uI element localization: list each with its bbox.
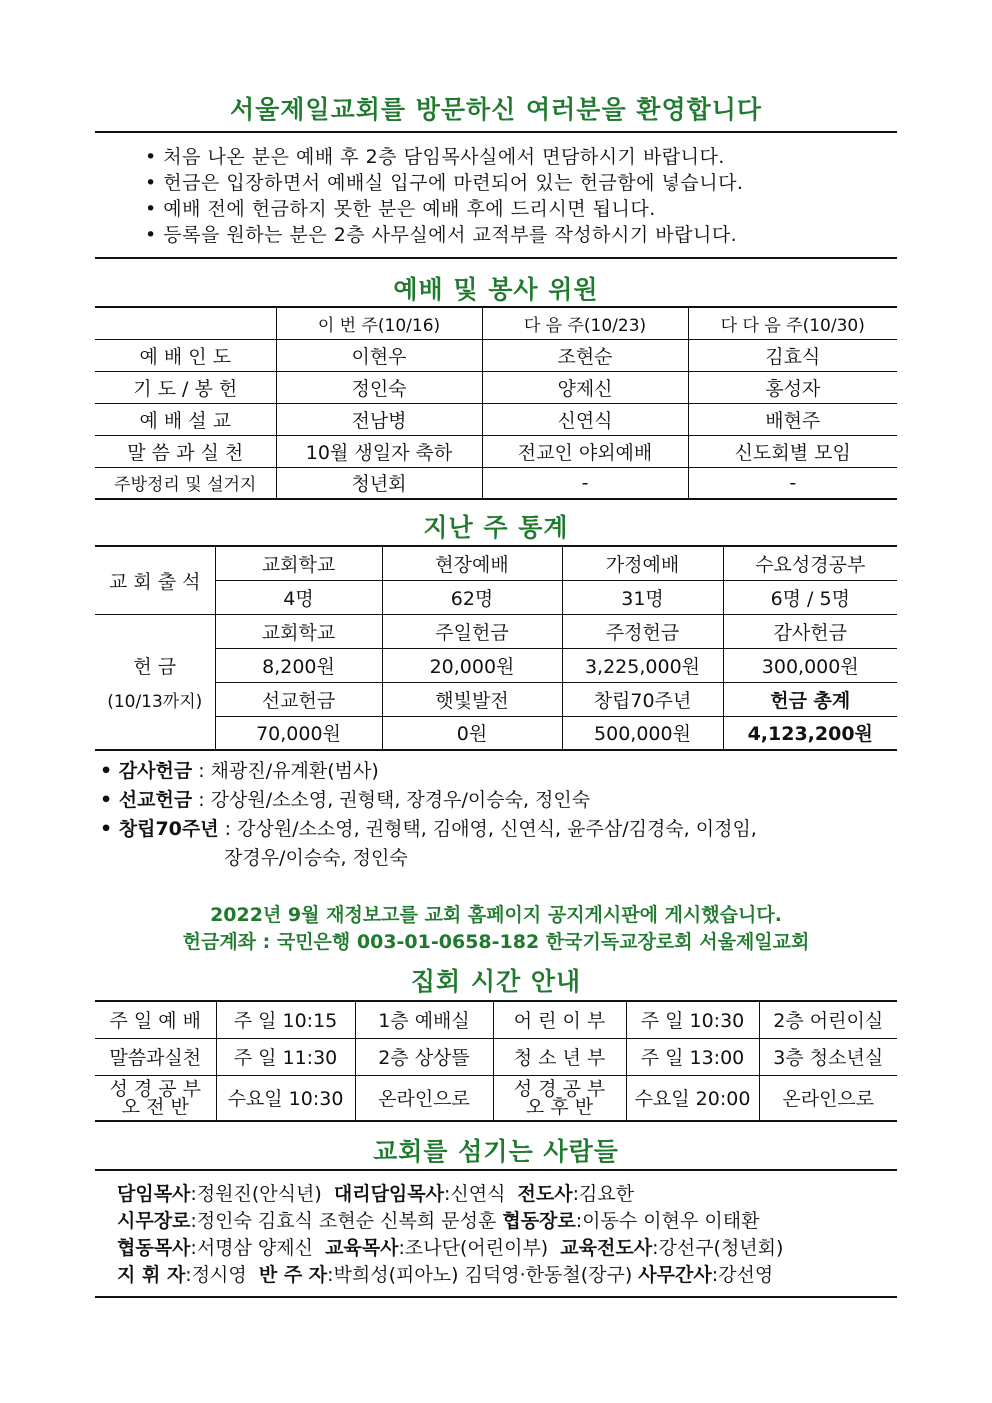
staff-names: :박희성(피아노) 김덕영·한동철(장구) <box>327 1264 639 1286</box>
meeting-time: 수요일 10:30 <box>216 1075 355 1121</box>
note-label: • 선교헌금 <box>100 789 193 811</box>
service-cell: 정인숙 <box>276 371 482 403</box>
stats-value-cell: 31명 <box>562 580 723 614</box>
service-header-cell: 다 음 주(10/23) <box>482 307 688 339</box>
service-role: 기 도 / 봉 헌 <box>95 371 276 403</box>
service-title: 예배 및 봉사 위원 <box>393 275 599 304</box>
meeting-place: 2층 어린이실 <box>759 1001 897 1038</box>
stats-value-cell: 300,000원 <box>723 648 897 682</box>
staff-names: :강선구(청년회) <box>652 1237 784 1259</box>
service-role: 말 씀 과 실 천 <box>95 435 276 467</box>
stats-value-cell: 20,000원 <box>382 648 562 682</box>
stats-header-cell: 주일헌금 <box>382 614 562 648</box>
total-offering-value: 4,123,200원 <box>723 716 897 750</box>
service-cell: 신도회별 모임 <box>688 435 897 467</box>
stats-header-cell: 가정예배 <box>562 546 723 580</box>
staff-names: :조나단(어린이부) <box>398 1237 561 1259</box>
stats-header-cell: 햇빛발전 <box>382 682 562 716</box>
stats-header-cell: 선교헌금 <box>215 682 382 716</box>
meeting-place: 2층 상상뜰 <box>355 1038 493 1075</box>
table-row <box>95 339 897 371</box>
welcome-item: • 처음 나온 분은 예배 후 2층 담임목사실에서 면담하시기 바랍니다. <box>145 146 725 168</box>
staff-role: 담임목사 <box>117 1183 191 1205</box>
announce-account: 헌금계좌 : 국민은행 003-01-0658-182 한국기독교장로회 서울제일교회 <box>182 931 810 953</box>
offering-notes <box>100 757 900 873</box>
staff-names: :김요한 <box>572 1183 635 1205</box>
staff-role: 지 휘 자 <box>117 1264 186 1286</box>
offering-label-cell <box>95 614 215 750</box>
meeting-name-multiline <box>493 1075 626 1121</box>
welcome-item: • 등록을 원하는 분은 2층 사무실에서 교적부를 작성하시기 바랍니다. <box>145 224 738 246</box>
staff-box <box>95 1169 897 1298</box>
service-cell: 배현주 <box>688 403 897 435</box>
service-role: 예 배 인 도 <box>95 339 276 371</box>
staff-names: :정원진(안식년) <box>190 1183 334 1205</box>
service-header-cell <box>95 307 276 339</box>
staff-role: 반 주 자 <box>258 1264 328 1286</box>
meeting-time: 주 일 10:30 <box>626 1001 759 1038</box>
stats-header-cell: 교회학교 <box>215 614 382 648</box>
stats-value-cell: 8,200원 <box>215 648 382 682</box>
stats-table <box>95 545 897 751</box>
service-cell: 조현순 <box>482 339 688 371</box>
stats-header-cell: 창립70주년 <box>562 682 723 716</box>
stats-value-cell: 0원 <box>382 716 562 750</box>
service-cell: 홍성자 <box>688 371 897 403</box>
staff-line <box>95 1208 897 1235</box>
stats-value-cell: 62명 <box>382 580 562 614</box>
staff-role: 시무장로 <box>117 1210 191 1232</box>
welcome-title: 서울제일교회를 방문하신 여러분을 환영합니다 <box>229 95 763 124</box>
meeting-place: 온라인으로 <box>759 1075 897 1121</box>
meeting-time: 주 일 11:30 <box>216 1038 355 1075</box>
stats-value-cell: 6명 / 5명 <box>723 580 897 614</box>
attendance-label: 교 회 출 석 <box>95 546 215 614</box>
staff-role: 교육목사 <box>325 1237 399 1259</box>
table-row <box>95 1075 897 1121</box>
stats-header-cell: 현장예배 <box>382 546 562 580</box>
staff-names: :강선영 <box>711 1264 774 1286</box>
meeting-name: 주 일 예 배 <box>95 1001 216 1038</box>
staff-role: 전도사 <box>517 1183 573 1205</box>
service-role: 예 배 설 교 <box>95 403 276 435</box>
table-row <box>95 403 897 435</box>
note-text: : 강상원/소소영, 권형택, 장경우/이승숙, 정인숙 <box>192 789 591 811</box>
staff-names: :서명삼 양제신 <box>190 1237 326 1259</box>
note-text: : 채광진/유계환(범사) <box>192 760 379 782</box>
meeting-time: 주 일 10:15 <box>216 1001 355 1038</box>
staff-role: 교육전도사 <box>560 1237 653 1259</box>
meeting-name-line2: 오 전 반 <box>121 1095 189 1118</box>
staff-role: 사무간사 <box>638 1264 712 1286</box>
stats-title: 지난 주 통계 <box>423 513 569 542</box>
meeting-time: 주 일 13:00 <box>626 1038 759 1075</box>
note-line <box>100 757 900 786</box>
stats-value-cell: 4명 <box>215 580 382 614</box>
staff-line <box>95 1235 897 1262</box>
meeting-name-line1: 성 경 공 부 <box>109 1077 202 1100</box>
table-row <box>95 435 897 467</box>
offering-label: 헌 금 <box>133 655 177 678</box>
service-header-cell: 다 다 음 주(10/30) <box>688 307 897 339</box>
service-cell: 10월 생일자 축하 <box>276 435 482 467</box>
note-label: • 감사헌금 <box>100 760 193 782</box>
staff-line <box>95 1181 897 1208</box>
note-line <box>100 786 900 815</box>
stats-header-cell: 주정헌금 <box>562 614 723 648</box>
service-cell: 양제신 <box>482 371 688 403</box>
service-cell: 신연식 <box>482 403 688 435</box>
service-table <box>95 306 897 500</box>
announce-report: 2022년 9월 재정보고를 교회 홈페이지 공지게시판에 게시했습니다. <box>210 904 782 926</box>
stats-value-cell: 3,225,000원 <box>562 648 723 682</box>
service-cell: 김효식 <box>688 339 897 371</box>
service-cell: 청년회 <box>276 467 482 499</box>
staff-role: 협동장로 <box>502 1210 576 1232</box>
staff-names: :이동수 이현우 이태환 <box>575 1210 760 1232</box>
stats-header-cell: 수요성경공부 <box>723 546 897 580</box>
service-cell: 전남병 <box>276 403 482 435</box>
meeting-place: 3층 청소년실 <box>759 1038 897 1075</box>
table-row <box>95 1001 897 1038</box>
stats-value-cell: 70,000원 <box>215 716 382 750</box>
meeting-name-line2: 오 후 반 <box>525 1095 594 1118</box>
meeting-name: 어 린 이 부 <box>493 1001 626 1038</box>
service-cell: - <box>688 467 897 499</box>
staff-names: :정인숙 김효식 조현순 신복희 문성훈 <box>190 1210 503 1232</box>
total-offering-header: 헌금 총계 <box>723 682 897 716</box>
staff-role: 협동목사 <box>117 1237 191 1259</box>
meetings-title: 집회 시간 안내 <box>410 967 582 996</box>
meeting-place: 1층 예배실 <box>355 1001 493 1038</box>
staff-title: 교회를 섬기는 사람들 <box>373 1137 619 1166</box>
meeting-name-multiline <box>95 1075 216 1121</box>
meeting-name: 말씀과실천 <box>95 1038 216 1075</box>
offering-date: (10/13까지) <box>107 691 203 712</box>
staff-names: :신연식 <box>443 1183 518 1205</box>
meetings-table <box>95 1000 897 1122</box>
table-row <box>95 371 897 403</box>
welcome-notice-box <box>95 131 897 259</box>
welcome-item: • 헌금은 입장하면서 예배실 입구에 마련되어 있는 헌금함에 넣습니다. <box>145 172 744 194</box>
meeting-place: 온라인으로 <box>355 1075 493 1121</box>
stats-header-cell: 교회학교 <box>215 546 382 580</box>
meeting-time: 수요일 20:00 <box>626 1075 759 1121</box>
service-role: 주방정리 및 설거지 <box>95 467 276 499</box>
service-cell: 이현우 <box>276 339 482 371</box>
note-text: 장경우/이승숙, 정인숙 <box>224 847 408 869</box>
staff-names: :정시영 <box>185 1264 259 1286</box>
table-row <box>95 467 897 499</box>
note-line <box>100 815 900 844</box>
service-cell: - <box>482 467 688 499</box>
note-line <box>100 844 900 873</box>
service-cell: 전교인 야외예배 <box>482 435 688 467</box>
table-row <box>95 1038 897 1075</box>
welcome-item: • 예배 전에 헌금하지 못한 분은 예배 후에 드리시면 됩니다. <box>145 198 656 220</box>
staff-role: 대리담임목사 <box>333 1183 444 1205</box>
meeting-name-line1: 성 경 공 부 <box>513 1077 606 1100</box>
stats-value-cell: 500,000원 <box>562 716 723 750</box>
note-label: • 창립70주년 <box>100 818 219 840</box>
meeting-name: 청 소 년 부 <box>493 1038 626 1075</box>
stats-header-cell: 감사헌금 <box>723 614 897 648</box>
staff-line <box>95 1262 897 1289</box>
note-text: : 강상원/소소영, 권형택, 김애영, 신연식, 윤주삼/김경숙, 이정임, <box>218 818 757 840</box>
service-header-cell: 이 번 주(10/16) <box>276 307 482 339</box>
